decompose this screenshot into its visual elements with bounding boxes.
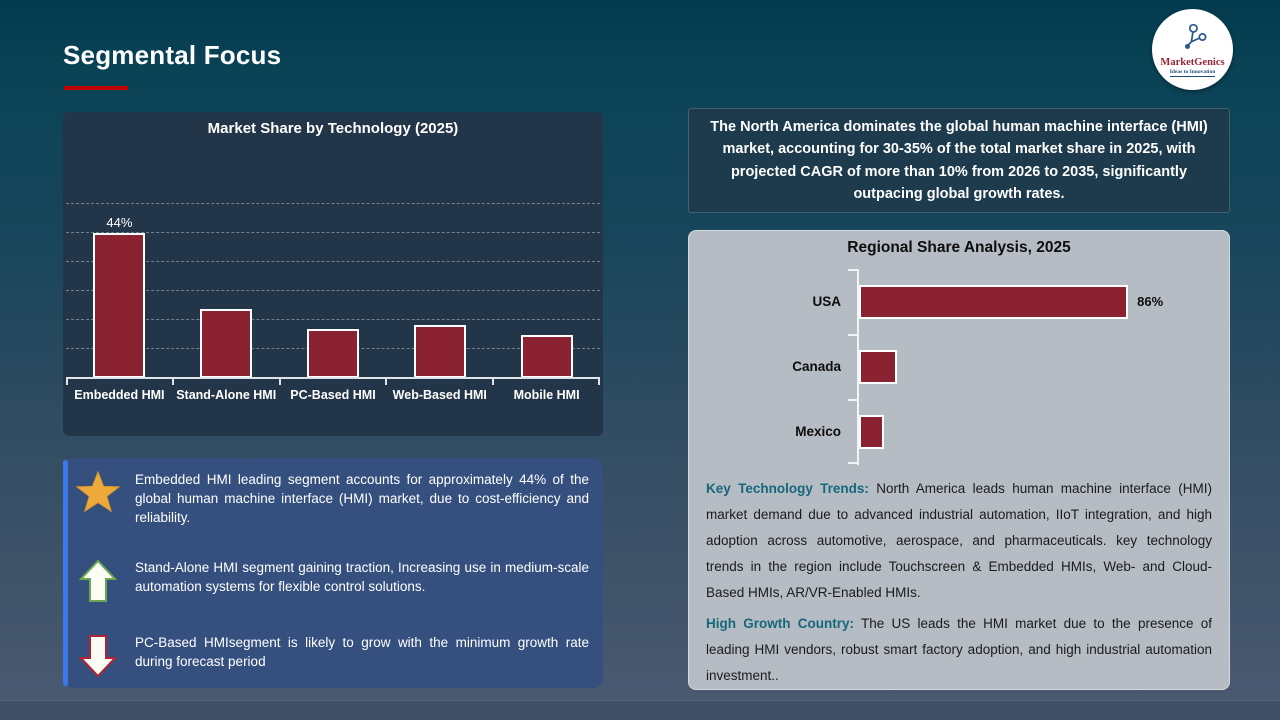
axis-tick <box>848 269 857 271</box>
tech-chart-plot <box>66 147 600 378</box>
category-label: Mexico <box>795 424 841 439</box>
molecule-icon <box>1177 22 1209 57</box>
bar-column <box>66 215 173 378</box>
regional-chart-axis <box>857 269 859 465</box>
bar-Canada <box>859 350 897 384</box>
growth-heading: High Growth Country: <box>706 616 854 631</box>
tech-chart-title: Market Share by Technology (2025) <box>207 120 459 137</box>
bar-Web-Based HMI <box>414 325 466 378</box>
axis-tick <box>848 334 857 336</box>
insight-row-embedded <box>75 471 589 528</box>
bar-Mobile HMI <box>521 335 573 378</box>
category-label: Canada <box>792 359 841 374</box>
tech-chart-axis-ticks <box>66 379 600 385</box>
category-label: Stand-Alone HMI <box>176 388 277 402</box>
brand-logo <box>1152 9 1233 90</box>
insight-text: Stand-Alone HMI segment gaining traction, Increasing use in medium-scale automation systems for flexible control solutions. <box>135 559 589 594</box>
category-label: Mobile HMI <box>513 388 580 402</box>
trends-paragraph <box>706 476 1212 606</box>
axis-tick <box>848 399 857 401</box>
footer-band <box>0 700 1280 720</box>
tech-chart-panel <box>63 112 603 436</box>
regional-chart <box>689 269 1229 465</box>
bar-column <box>493 335 600 378</box>
growth-paragraph <box>706 611 1212 689</box>
bar-value-label: 44% <box>106 214 133 230</box>
category-label: Embedded HMI <box>74 388 165 402</box>
insights-box <box>63 458 603 688</box>
bar-column <box>173 309 280 378</box>
trends-heading: Key Technology Trends: <box>706 481 869 496</box>
summary-text: The North America dominates the global human machine interface (HMI) market, accounting for 30-35% of the total market share in 2025, with projected CAGR of more than 10% from 2026 to 2035, significantly outpacing global growth rates. <box>710 119 1208 202</box>
star-icon <box>75 471 121 513</box>
insight-row-pcbased <box>75 634 589 678</box>
bar-row-Mexico <box>689 399 1229 464</box>
arrow-down-icon <box>75 634 121 678</box>
bar-USA <box>859 285 1128 319</box>
insight-text: PC-Based HMIsegment is likely to grow with the minimum growth rate during forecast period <box>135 634 589 669</box>
title-underline <box>64 86 128 90</box>
bar-value-label: 86% <box>1137 294 1164 309</box>
bar-row-Canada <box>689 334 1229 399</box>
logo-brand-text: MarketGenics <box>1160 56 1225 68</box>
page-title: Segmental Focus <box>63 40 282 70</box>
bar-Stand-Alone HMI <box>200 309 252 378</box>
category-label: USA <box>812 294 841 309</box>
arrow-up-icon <box>75 559 121 603</box>
summary-box <box>688 108 1230 213</box>
bar-column <box>386 325 493 378</box>
bar-column <box>280 329 387 379</box>
bar-Mexico <box>859 415 884 449</box>
growth-body: The US leads the HMI market due to the presence of leading HMI vendors, robust smart factory adoption, and high industrial automation investment.. <box>706 616 1212 683</box>
insight-text: Embedded HMI leading segment accounts for approximately 44% of the global human machine interface (HMI) market, due to cost-efficiency and reliability. <box>135 472 589 525</box>
category-label: Web-Based HMI <box>392 388 487 402</box>
axis-tick <box>848 462 857 464</box>
bar-row-USA <box>689 269 1229 334</box>
category-label: PC-Based HMI <box>290 388 376 402</box>
regional-panel <box>688 230 1230 690</box>
bar-PC-Based HMI <box>307 329 359 379</box>
regional-chart-title: Regional Share Analysis, 2025 <box>847 239 1071 256</box>
tech-chart-categories <box>66 388 600 402</box>
bar-Embedded HMI <box>93 233 145 378</box>
trends-body: North America leads human machine interface (HMI) market demand due to advanced industrial automation, IIoT integration, and high adoption across automotive, aerospace, and pharmaceuticals. key technology trends in the region include Touchscreen & Embedded HMIs, Web- and Cloud-Based HMIs, AR/VR-Enabled HMIs. <box>706 481 1212 600</box>
insight-row-standalone <box>75 559 589 603</box>
logo-tagline-text: Ideas to Innovation <box>1169 69 1216 76</box>
